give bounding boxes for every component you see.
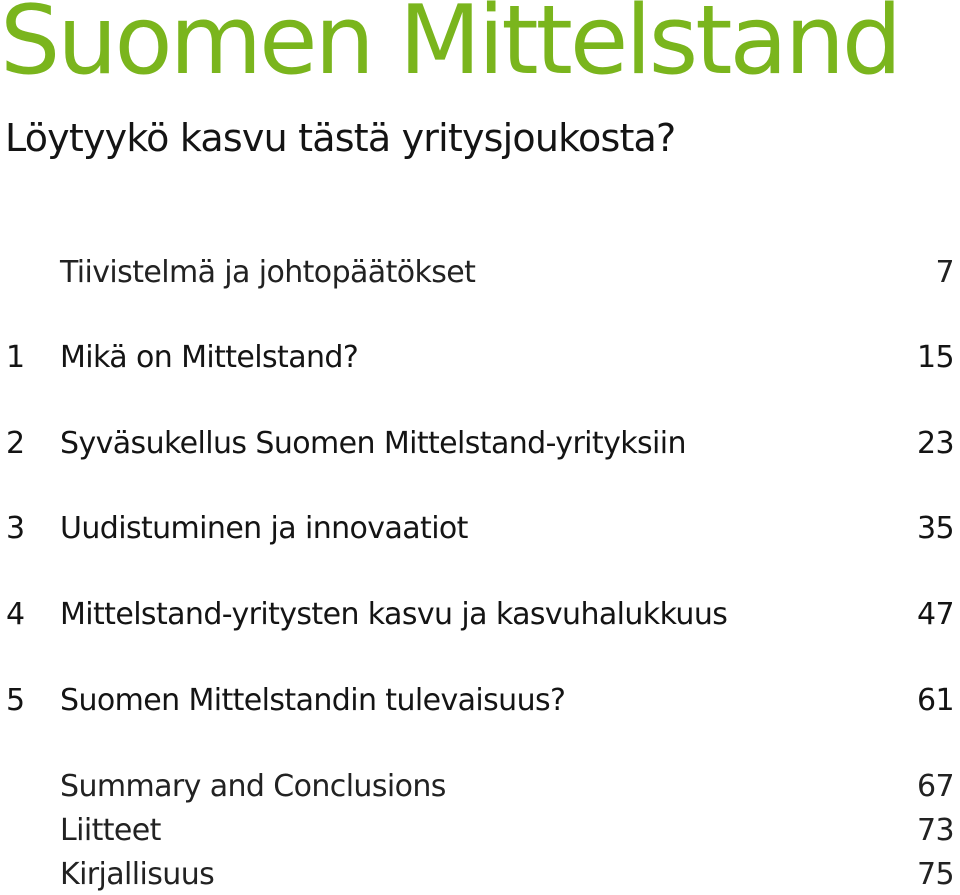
page-title: Suomen Mittelstand [0, 0, 900, 96]
toc-entry-chapter-1[interactable] [0, 338, 960, 378]
toc-entry-number: 1 [6, 340, 25, 375]
toc-entry-label: Kirjallisuus [60, 857, 215, 892]
toc-entry-page: 75 [917, 857, 954, 892]
toc-entry-appendices[interactable] [0, 811, 960, 851]
toc-entry-label: Syväsukellus Suomen Mittelstand-yrityksiin [60, 426, 686, 461]
toc-entry-label: Summary and Conclusions [60, 769, 446, 804]
toc-entry-chapter-3[interactable] [0, 509, 960, 549]
toc-entry-summary-en[interactable] [0, 767, 960, 807]
toc-entry-page: 61 [917, 683, 954, 718]
toc-entry-number: 2 [6, 426, 25, 461]
toc-entry-number: 3 [6, 511, 25, 546]
toc-entry-label: Mikä on Mittelstand? [60, 340, 359, 375]
toc-entry-summary-fi[interactable] [0, 253, 960, 293]
toc-entry-page: 35 [917, 511, 954, 546]
toc-entry-label: Liitteet [60, 813, 161, 848]
toc-entry-page: 15 [917, 340, 954, 375]
toc-entry-chapter-4[interactable] [0, 595, 960, 635]
toc-entry-number: 5 [6, 683, 25, 718]
toc-entry-chapter-5[interactable] [0, 681, 960, 721]
toc-entry-chapter-2[interactable] [0, 424, 960, 464]
toc-entry-references[interactable] [0, 855, 960, 895]
toc-entry-page: 73 [917, 813, 954, 848]
toc-entry-label: Mittelstand-yritysten kasvu ja kasvuhalukkuus [60, 597, 728, 632]
toc-entry-page: 7 [935, 255, 954, 290]
toc-entry-label: Uudistuminen ja innovaatiot [60, 511, 468, 546]
toc-entry-label: Tiivistelmä ja johtopäätökset [60, 255, 476, 290]
page-subtitle: Löytyykö kasvu tästä yritysjoukosta? [5, 116, 676, 160]
toc-entry-label: Suomen Mittelstandin tulevaisuus? [60, 683, 566, 718]
toc-entry-page: 23 [917, 426, 954, 461]
toc-entry-page: 67 [917, 769, 954, 804]
toc-entry-page: 47 [917, 597, 954, 632]
toc-entry-number: 4 [6, 597, 25, 632]
